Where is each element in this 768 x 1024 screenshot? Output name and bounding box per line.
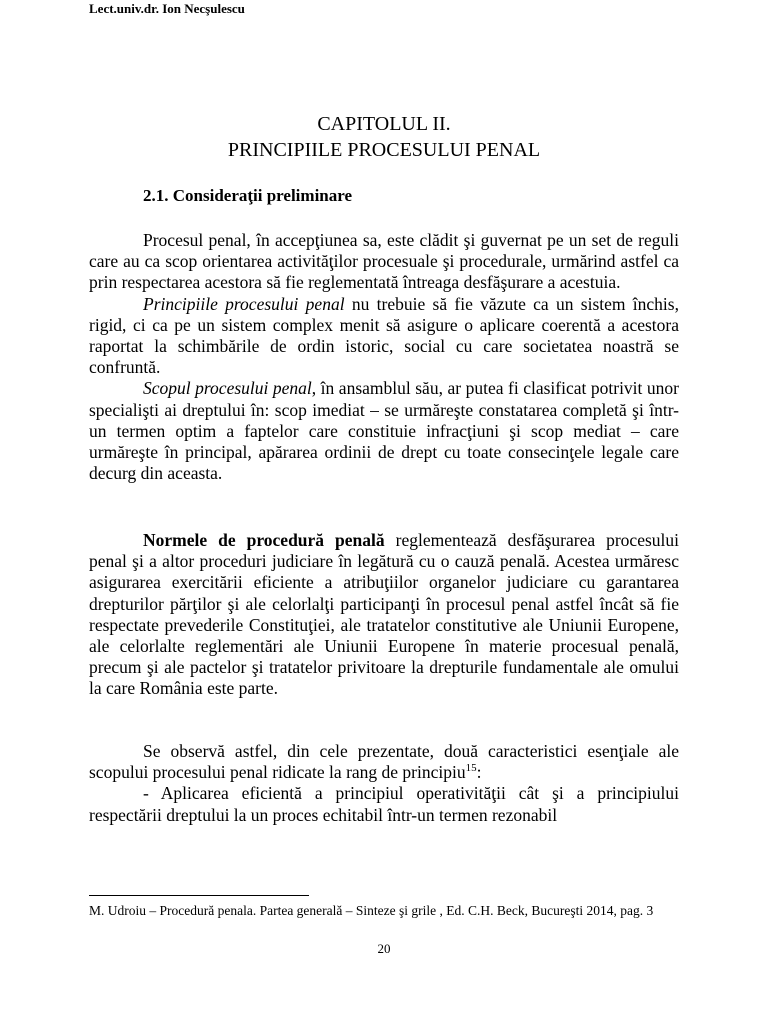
paragraph-2: [89, 294, 679, 379]
running-header: Lect.univ.dr. Ion Necşulescu: [89, 1, 245, 16]
body-block-3: [89, 741, 679, 826]
paragraph-4-lead: Normele de procedură penală: [143, 530, 385, 550]
paragraph-2-lead: Principiile procesului penal: [143, 293, 345, 314]
footnote-separator: [89, 895, 309, 896]
paragraph-4-rest: reglementează desfăşurarea procesului penal şi a altor proceduri judiciare în legătură cu o cauză penală. Acestea urmăresc asigurarea exercitării eficiente a atribuţiilor organelor judiciare cu garantarea drepturilor părţilor şi ale celorlalţi participanţi în procesul penal astfel încât să fie respectate prevederile Constituţiei, ale tratatelor constitutive ale Uniunii Europene, ale celorlalte reglementări ale Uniunii Europene în materie procesual penală, precum şi ale pactelor şi tratatelor privitoare la drepturile fundamentale ale omului la care România este parte.: [89, 530, 679, 699]
chapter-title: PRINCIPIILE PROCESULUI PENAL: [227, 139, 541, 161]
paragraph-6: - Aplicarea eficientă a principiul operativităţii cât şi a principiului respectării dreptului la un proces echitabil într-un termen rezonabil: [89, 783, 679, 825]
paragraph-1: Procesul penal, în accepţiunea sa, este clădit şi guvernat pe un set de reguli care au ca scop orientarea activităţilor procesuale şi procedurale, urmărind astfel ca prin respectarea acestora să fie reglementată întreaga desfăşurare a acestuia.: [89, 230, 679, 293]
paragraph-3: [89, 378, 679, 484]
footnote-ref: 15: [465, 762, 477, 775]
chapter-number: CAPITOLUL II.: [317, 113, 451, 135]
section-title: 2.1. Consideraţii preliminare: [143, 186, 353, 205]
paragraph-2-rest: nu trebuie să fie văzute ca un sistem închis, rigid, ci ca pe un sistem complex menit să asigure o aplicare coerentă a acestora raportat la schimbările de ordin istoric, social cu care societatea noastră se confruntă.: [89, 293, 679, 378]
paragraph-3-rest: , în ansamblul său, ar putea fi clasificat potrivit unor specialişti ai dreptului în: scop imediat – se urmăreşte constatarea completă şi într-un termen optim a faptelor care constituie infracţiuni şi scop mediat – care urmăreşte în principal, apărarea ordinii de drept cu toate consecinţele legale care decurg din aceasta.: [89, 378, 679, 484]
paragraph-5-text: Se observă astfel, din cele prezentate, două caracteristici esenţiale ale scopului procesului penal ridicate la rang de principiu: [89, 741, 679, 783]
paragraph-5: [89, 741, 679, 783]
paragraph-3-lead: Scopul procesului penal: [143, 378, 312, 399]
paragraph-4: [89, 530, 679, 700]
body-block-2: [89, 530, 679, 700]
paragraph-5-end: :: [476, 762, 482, 783]
body-block-1: [89, 230, 679, 484]
footnote-text: M. Udroiu – Procedură penala. Partea generală – Sinteze şi grile , Ed. C.H. Beck, Bucureşti 2014, pag. 3: [89, 903, 654, 918]
page-number: 20: [377, 941, 391, 956]
